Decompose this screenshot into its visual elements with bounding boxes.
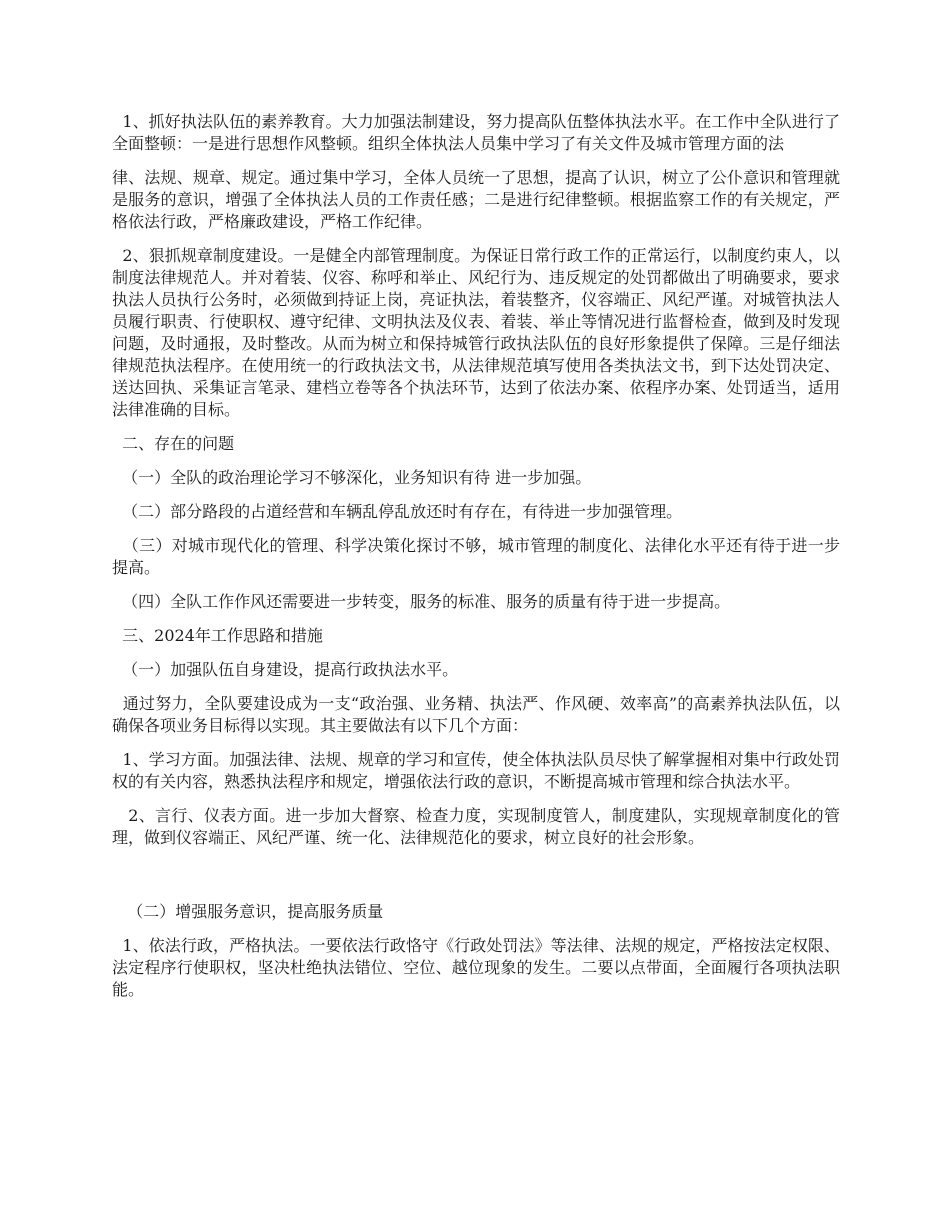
section-spacer xyxy=(112,861,840,901)
paragraph-law-enforcement: 1、依法行政，严格执法。一要依法行政恪守《行政处罚法》等法律、法规的规定，严格按法定权限、法定程序行使职权，坚决杜绝执法错位、空位、越位现象的发生。二要以点带面，全面履行各项执法职能。 xyxy=(112,936,841,999)
paragraph-discipline-education-cont: 律、法规、规章、规定。通过集中学习，全体人员统一了思想，提高了认识，树立了公仆意识和管理就是服务的意识，增强了全体执法人员的工作责任感；二是进行纪律整顿。根据监察工作的有关规定，严格依法行政，严格廉政建设，严格工作纪律。 xyxy=(112,168,840,231)
problem-item-1: （一）全队的政治理论学习不够深化，业务知识有待 进一步加强。 xyxy=(112,468,592,487)
problem-item-3: （三）对城市现代化的管理、科学决策化探讨不够，城市管理的制度化、法律化水平还有待于进一步提高。 xyxy=(112,536,840,577)
heading-work-plan: 三、2024年工作思路和措施 xyxy=(112,626,323,645)
paragraph-study: 1、学习方面。加强法律、法规、规章的学习和宣传，使全体执法队员尽快了解掌握相对集中行政处罚权的有关内容，熟悉执法程序和规定，增强依法行政的意识，不断提高城市管理和综合执法水平。 xyxy=(112,750,841,791)
subheading-team-building: （一）加强队伍自身建设，提高行政执法水平。 xyxy=(112,660,459,679)
paragraph-rules-system: 2、狠抓规章制度建设。一是健全内部管理制度。为保证日常行政工作的正常运行，以制度约束人，以制度法律规范人。并对着装、仪容、称呼和举止、风纪行为、违反规定的处罚都做出了明确要求，要求执法人员执行公务时，必须做到持证上岗，亮证执法，着装整齐，仪容端正、风纪严谨。对城管执法人员履行职责、行使职权、遵守纪律、文明执法及仪表、着装、举止等情况进行监督检查，做到及时发现问题，及时通报，及时整改。从而为树立和保持城管行政执法队伍的良好形象提供了保障。三是仔细法律规范执法程序。在使用统一的行政执法文书，从法律规范填写使用各类执法文书，到下达处罚决定、送达回执、采集证言笔录、建档立卷等各个执法环节，达到了依法办案、依程序办案、处罚适当，适用法律准确的目标。 xyxy=(112,246,841,419)
document-page xyxy=(112,111,840,1013)
paragraph-team-goal: 通过努力，全队要建设成为一支“政治强、业务精、执法严、作风硬、效率高”的高素养执法队伍，以确保各项业务目标得以实现。其主要做法有以下几个方面： xyxy=(112,694,840,735)
heading-existing-problems: 二、存在的问题 xyxy=(112,434,235,453)
paragraph-discipline-education: 1、抓好执法队伍的素养教育。大力加强法制建设，努力提高队伍整体执法水平。在工作中全队进行了全面整顿：一是进行思想作风整顿。组织全体执法人员集中学习了有关文件及城市管理方面的法 xyxy=(112,112,841,153)
paragraph-conduct: 2、言行、仪表方面。进一步加大督察、检查力度，实现制度管人，制度建队，实现规章制度化的管理，做到仪容端正、风纪严谨、统一化、法律规范化的要求，树立良好的社会形象。 xyxy=(112,806,840,847)
problem-item-4: （四）全队工作作风还需要进一步转变，服务的标准、服务的质量有待于进一步提高。 xyxy=(112,592,731,611)
problem-item-2: （二）部分路段的占道经营和车辆乱停乱放还时有存在，有待进一步加强管理。 xyxy=(112,502,683,521)
subheading-service: （二）增强服务意识，提高服务质量 xyxy=(112,902,384,921)
